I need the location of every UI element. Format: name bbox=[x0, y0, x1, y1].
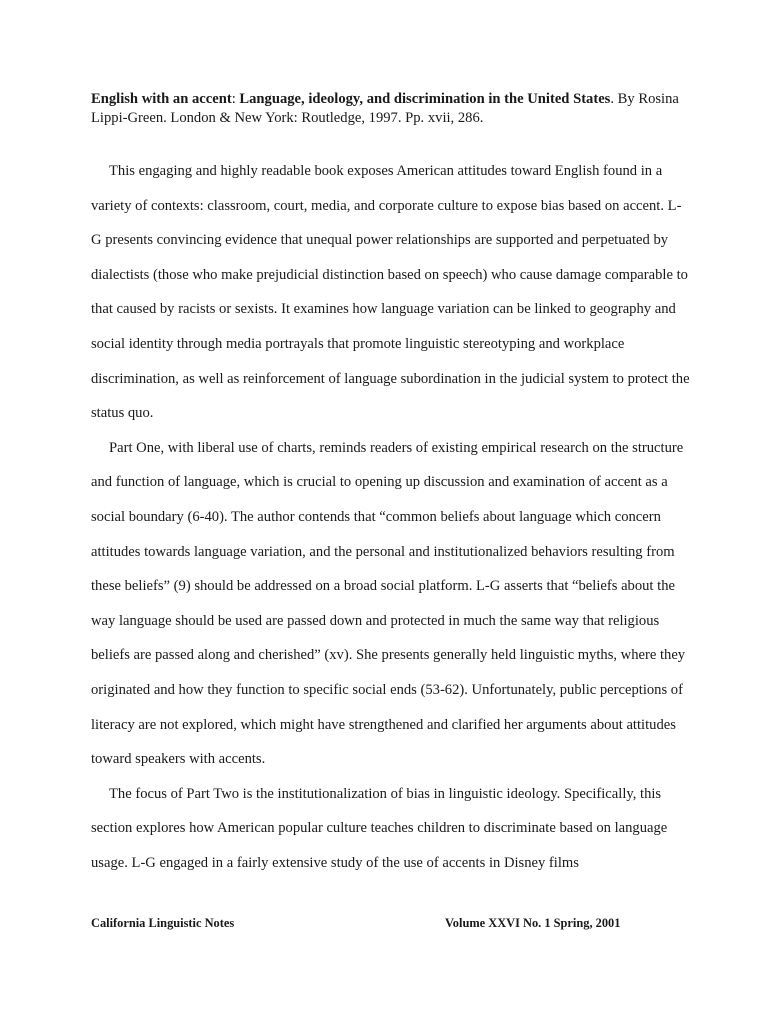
paragraph: The focus of Part Two is the institutionalization of bias in linguistic ideology. Specifically, this section explores how American popular culture teaches children to discriminate based on language usage. L-G engaged in a fairly extensive study of the use of accents in Disney films bbox=[91, 785, 668, 871]
title-colon: : bbox=[231, 91, 240, 107]
book-title-main: English with an accent bbox=[91, 91, 232, 107]
book-subtitle: Language, ideology, and discrimination in the United States bbox=[239, 91, 611, 107]
footer-volume-info: Volume XXVI No. 1 Spring, 2001 bbox=[445, 916, 621, 930]
footer-journal-name: California Linguistic Notes bbox=[91, 916, 235, 930]
paragraph: This engaging and highly readable book exposes American attitudes toward English found in a variety of contexts: classroom, court, media, and corporate culture to expose bias based on accent. L-G presents convincing evidence that unequal power relationships are supported and perpetuated by dialectists (those who make prejudicial distinction based on speech) who cause damage comparable to that caused by racists or sexists. It examines how language variation can be linked to geography and social identity through media portrayals that promote linguistic stereotyping and workplace discrimination, as well as reinforcement of language subordination in the judicial system to protect the status quo. bbox=[91, 163, 690, 422]
book-citation bbox=[91, 90, 691, 128]
citation-details: . By Rosina Lippi-Green. London & New York: Routledge, 1997. Pp. xvii, 286. bbox=[91, 91, 679, 126]
review-body bbox=[91, 154, 691, 880]
paragraph: Part One, with liberal use of charts, reminds readers of existing empirical research on the structure and function of language, which is crucial to opening up discussion and examination of accent as a social boundary (6-40). The author contends that “common beliefs about language which concern attitudes towards language variation, and the personal and institutionalized behaviors resulting from these beliefs” (9) should be addressed on a broad social platform. L-G asserts that “beliefs about the way language should be used are passed down and protected in much the same way that religious beliefs are passed along and cherished” (xv). She presents generally held linguistic myths, where they originated and how they function to specific social ends (53-62). Unfortunately, public perceptions of literacy are not explored, which might have strengthened and clarified her arguments about attitudes toward speakers with accents. bbox=[91, 439, 686, 768]
